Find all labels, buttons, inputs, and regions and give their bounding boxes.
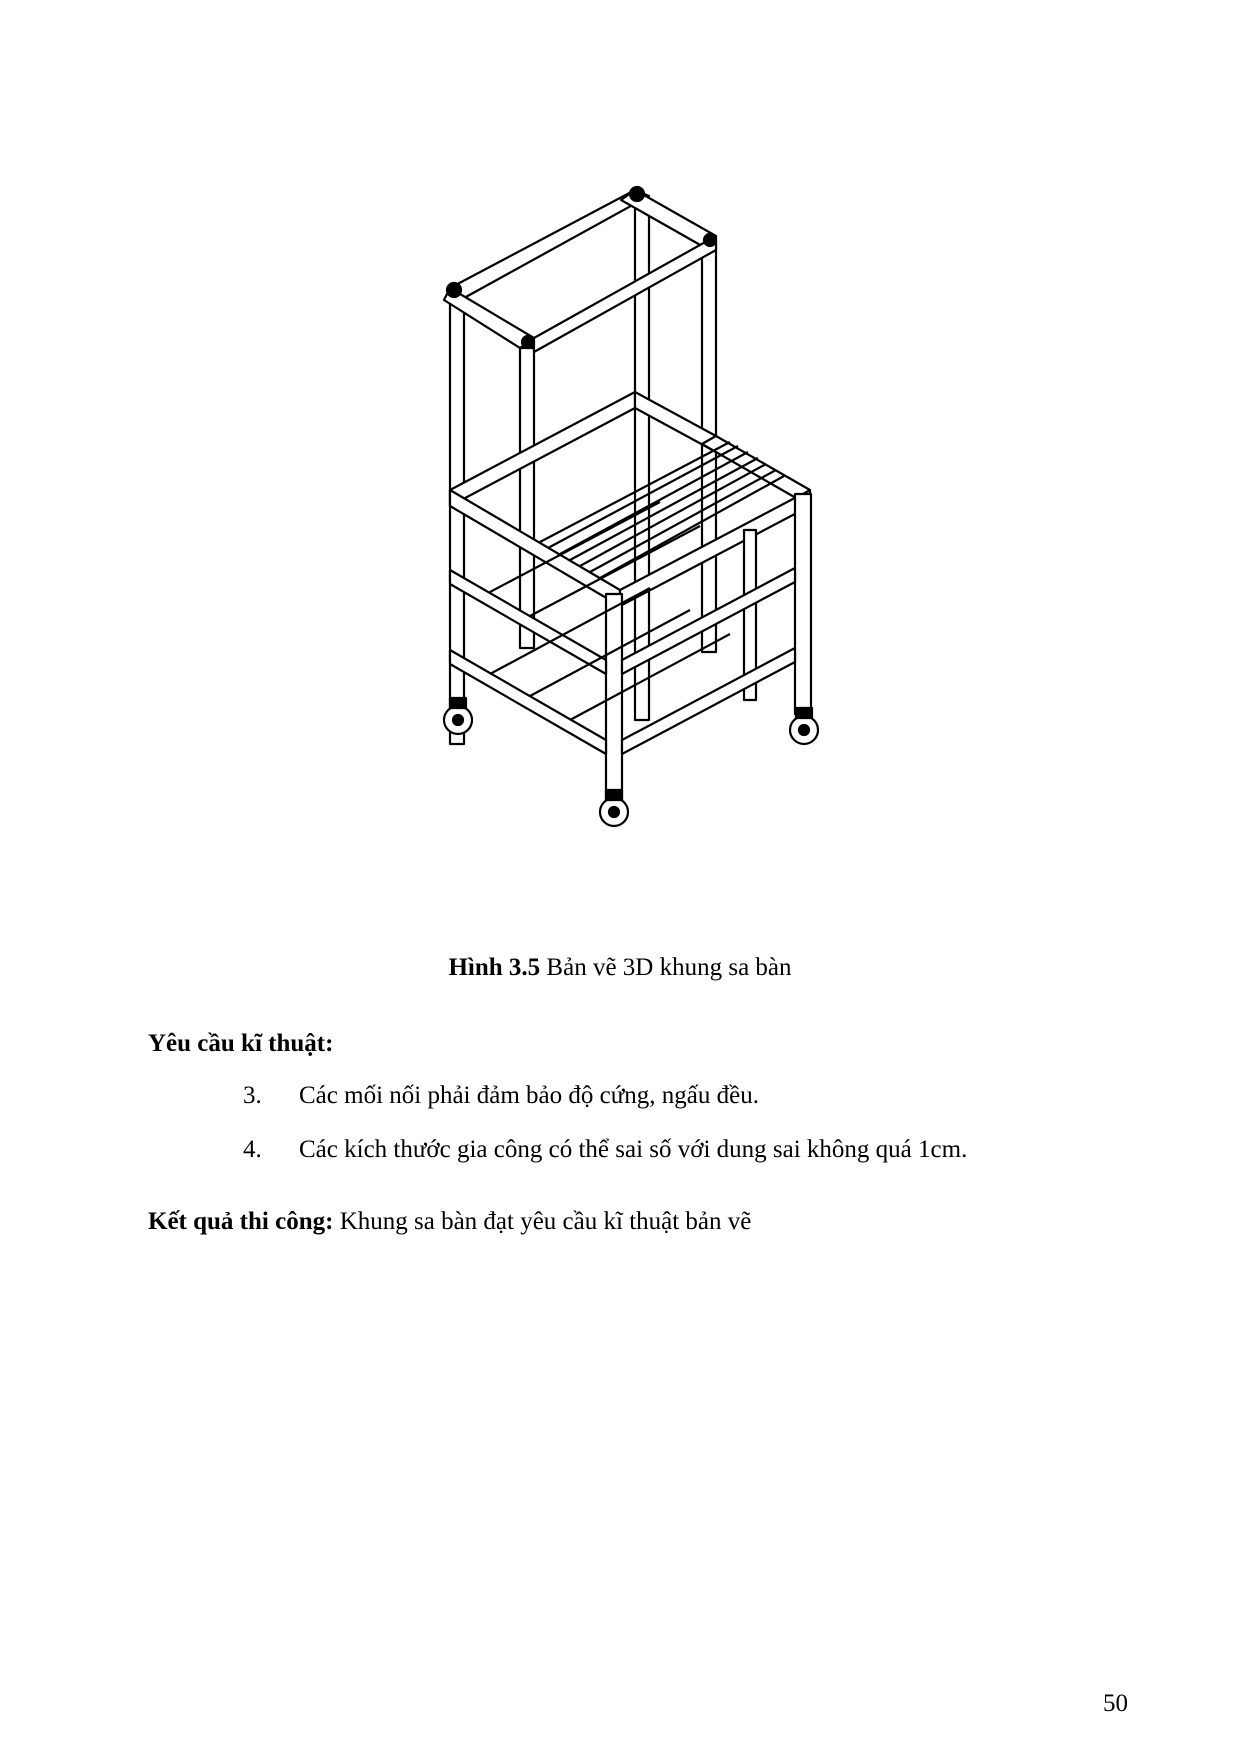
list-item-text: Các mối nối phải đảm bảo độ cứng, ngấu đều. xyxy=(299,1082,759,1109)
result-paragraph xyxy=(148,1208,751,1236)
figure-caption xyxy=(0,954,1240,982)
page-number: 50 xyxy=(1103,1690,1128,1717)
figure-caption-label: Hình 3.5 xyxy=(448,954,541,981)
list-item-number: 3. xyxy=(243,1082,262,1109)
result-label: Kết quả thi công: xyxy=(148,1208,334,1235)
list-item xyxy=(243,1136,967,1164)
list-item-number: 4. xyxy=(243,1136,262,1163)
frame-drawing-icon xyxy=(430,180,890,940)
requirements-title: Yêu cầu kĩ thuật: xyxy=(148,1030,334,1057)
list-item-text: Các kích thước gia công có thể sai số với dung sai không quá 1cm. xyxy=(299,1136,968,1163)
list-item xyxy=(243,1082,759,1110)
figure-caption-text: Bản vẽ 3D khung sa bàn xyxy=(546,954,792,981)
result-text: Khung sa bàn đạt yêu cầu kĩ thuật bản vẽ xyxy=(333,1208,752,1235)
frame-3d-drawing xyxy=(430,180,890,940)
